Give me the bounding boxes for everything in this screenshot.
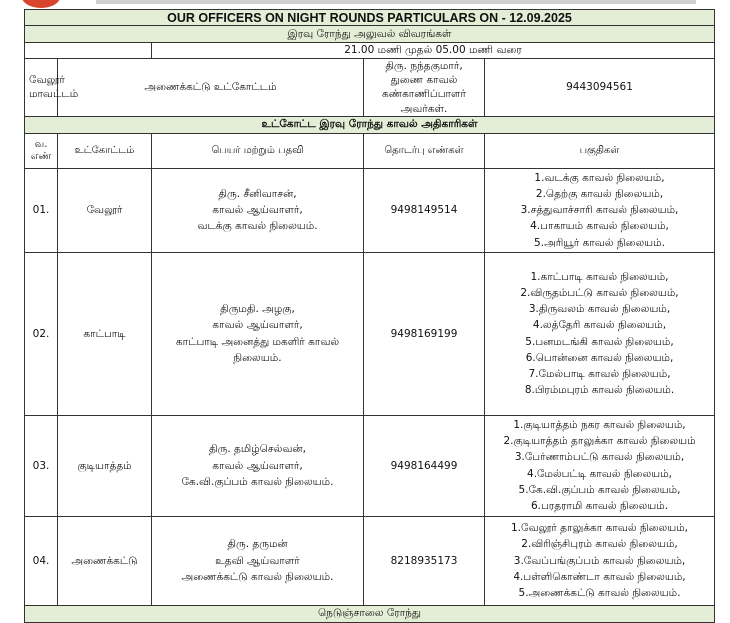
station-item: 2.விருதம்பட்டு காவல் நிலையம், (520, 286, 679, 299)
officer-line: திரு. தருமன் (227, 538, 288, 551)
row-phone: 8218935173 (364, 516, 485, 605)
row-officer (152, 516, 364, 605)
district-subdivision: அணைக்கட்டு உட்கோட்டம் (58, 59, 364, 117)
station-item: 4.பள்ளிகொண்டா காவல் நிலையம், (513, 570, 686, 583)
row-subdivision: குடியாத்தம் (58, 415, 152, 516)
table-row (25, 516, 715, 605)
row-stations (485, 516, 715, 605)
officer-line: திருமதி. அழகு, (220, 303, 295, 316)
officer-line: காட்பாடி அனைத்து மகளிர் காவல் (175, 335, 340, 348)
district-officer: திரு. நந்தகுமார், துணை காவல் கண்காணிப்பாளர் அவர்கள். (364, 59, 485, 117)
station-item: 8.பிரம்மபுரம் காவல் நிலையம். (524, 384, 675, 397)
officer-line: திரு. தமிழ்செல்வன், (209, 443, 306, 456)
station-item: 2.விரிஞ்சிபுரம் காவல் நிலையம், (521, 538, 678, 551)
blank-cell (25, 43, 152, 59)
station-item: 1.காட்பாடி காவல் நிலையம், (530, 270, 669, 283)
station-item: 3.வேப்பங்குப்பம் காவல் நிலையம், (513, 554, 686, 567)
row-officer (152, 168, 364, 252)
station-item: 5.கே.வி.குப்பம் காவல் நிலையம், (518, 483, 681, 496)
header-areas: பகுதிகள் (485, 133, 715, 168)
row-officer (152, 252, 364, 415)
row-sno: 04. (25, 516, 58, 605)
station-item: 5.அரியூர் காவல் நிலையம். (534, 236, 665, 249)
table-row (25, 415, 715, 516)
night-rounds-table (24, 9, 715, 623)
row-sno: 01. (25, 168, 58, 252)
section-title: உட்கோட்ட இரவு ரோந்து காவல் அதிகாரிகள் (25, 116, 715, 133)
station-item: 4.பாகாயம் காவல் நிலையம், (530, 220, 669, 233)
row-stations (485, 415, 715, 516)
row-phone: 9498169199 (364, 252, 485, 415)
station-item: 5.பனமடங்கி காவல் நிலையம், (525, 335, 674, 348)
row-subdivision: அணைக்கட்டு (58, 516, 152, 605)
station-item: 6.பொன்னை காவல் நிலையம், (525, 351, 674, 364)
time-range: 21.00 மணி முதல் 05.00 மணி வரை (152, 43, 715, 59)
station-item: 5.அணைக்கட்டு காவல் நிலையம். (518, 587, 681, 600)
row-subdivision: வேலூர் (58, 168, 152, 252)
header-contact: தொடர்பு எண்கள் (364, 133, 485, 168)
row-sno: 02. (25, 252, 58, 415)
officer-line: கே.வி.குப்பம் காவல் நிலையம். (181, 475, 334, 488)
officer-line: நிலையம். (233, 351, 282, 364)
officer-line: காவல் ஆய்வாளர், (212, 204, 303, 217)
table-row (25, 168, 715, 252)
officer-line: திரு. சீனிவாசன், (218, 187, 297, 200)
footer-section-title: நெடுஞ்சாலை ரோந்து (25, 605, 715, 622)
district-label: வேலூர் மாவட்டம் (25, 59, 58, 117)
subtitle: இரவு ரோந்து அலுவல் விவரங்கள் (25, 26, 715, 43)
officer-line: உதவி ஆய்வாளர் (215, 554, 300, 567)
station-item: 4.லத்தேரி காவல் நிலையம், (532, 319, 667, 332)
station-item: 6.பரதராமி காவல் நிலையம். (530, 500, 669, 513)
station-item: 1.வடக்கு காவல் நிலையம், (534, 171, 665, 184)
row-phone: 9498164499 (364, 415, 485, 516)
header-name: பெயர் மற்றும் பதவி (152, 133, 364, 168)
header-subdivision: உட்கோட்டம் (58, 133, 152, 168)
station-item: 3.திருவலம் காவல் நிலையம், (528, 303, 671, 316)
station-item: 2.குடியாத்தம் தாலுக்கா காவல் நிலையம் (503, 435, 696, 448)
officer-line: அணைக்கட்டு காவல் நிலையம். (181, 570, 334, 583)
header-rule (96, 0, 696, 4)
station-item: 7.மேல்பாடி காவல் நிலையம், (528, 368, 671, 381)
row-subdivision: காட்பாடி (58, 252, 152, 415)
officer-line: காவல் ஆய்வாளர், (212, 459, 303, 472)
station-item: 1.குடியாத்தம் நகர காவல் நிலையம், (513, 418, 686, 431)
page-title: OUR OFFICERS ON NIGHT ROUNDS PARTICULARS ON - 12.09.2025 (25, 10, 715, 26)
station-item: 4.மேல்பட்டி காவல் நிலையம், (527, 467, 672, 480)
station-item: 1.வேலூர் தாலுக்கா காவல் நிலையம், (510, 522, 689, 535)
row-stations (485, 252, 715, 415)
district-phone: 9443094561 (485, 59, 715, 117)
station-item: 3.பேர்ணாம்பட்டு காவல் நிலையம், (514, 451, 685, 464)
officer-line: வடக்கு காவல் நிலையம். (197, 220, 318, 233)
top-header-strip (0, 0, 730, 9)
officer-line: காவல் ஆய்வாளர், (212, 319, 303, 332)
row-officer (152, 415, 364, 516)
row-stations (485, 168, 715, 252)
table-row (25, 252, 715, 415)
station-item: 3.சத்துவாச்சாரி காவல் நிலையம், (520, 204, 679, 217)
row-sno: 03. (25, 415, 58, 516)
emblem-logo (22, 0, 60, 8)
row-phone: 9498149514 (364, 168, 485, 252)
header-sno: வ. எண் (25, 133, 58, 168)
station-item: 2.தெற்கு காவல் நிலையம், (535, 187, 664, 200)
